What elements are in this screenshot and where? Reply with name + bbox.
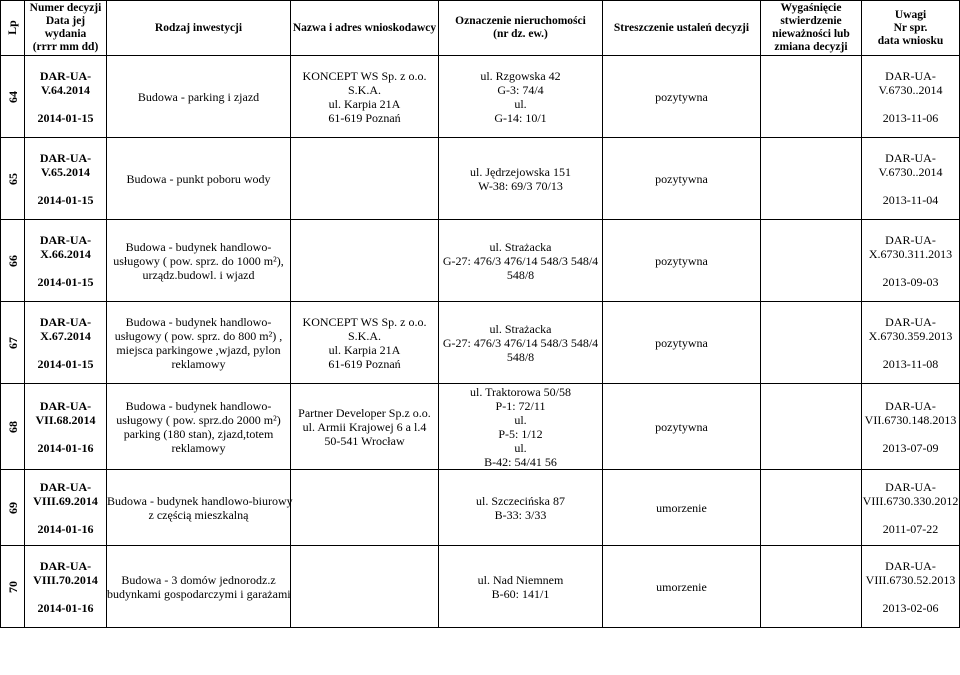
header-uwagi: Uwagi Nr spr. data wniosku <box>862 1 960 56</box>
cell-line: B-33: 3/33 <box>494 507 547 522</box>
table-body <box>1 56 960 628</box>
lp-cell <box>1 470 25 546</box>
property-cell <box>439 138 603 220</box>
cell-line: KONCEPT WS Sp. z o.o. <box>302 314 427 329</box>
cell-line: DAR-UA- <box>39 479 92 494</box>
decision-date: 2014-01-15 <box>37 274 94 289</box>
applicant-cell <box>291 138 439 220</box>
row-number: 64 <box>5 90 20 103</box>
property-cell <box>439 302 603 384</box>
remarks-cell <box>862 138 960 220</box>
request-date: 2013-11-08 <box>882 356 939 371</box>
cell-line: VIII.70.2014 <box>33 572 98 587</box>
header-wygasniecie: Wygaśnięcie stwierdzenie nieważności lub zmiana decyzji <box>761 1 862 56</box>
summary-cell: pozytywna <box>603 138 761 220</box>
cell-line: DAR-UA- <box>39 314 92 329</box>
spacer <box>25 97 106 111</box>
decision-number-cell <box>25 546 107 628</box>
investment-type-cell <box>107 220 291 302</box>
investment-type-cell <box>107 56 291 138</box>
header-rodzaj: Rodzaj inwestycji <box>107 1 291 56</box>
cell-line: usługowy ( pow. sprz. do 800 m²) , <box>114 328 283 343</box>
applicant-cell <box>291 302 439 384</box>
cell-line: B-42: 54/41 56 <box>484 454 557 469</box>
property-cell <box>439 220 603 302</box>
remarks-cell <box>862 470 960 546</box>
decision-number-cell <box>25 302 107 384</box>
expiry-cell <box>761 470 862 546</box>
cell-line: ul. Szczecińska 87 <box>476 493 565 508</box>
cell-line: W-38: 69/3 70/13 <box>478 178 563 193</box>
cell-line: ul. <box>514 440 527 455</box>
cell-line: V.65.2014 <box>40 164 91 179</box>
row-number: 66 <box>5 254 20 267</box>
cell-line: DAR-UA- <box>39 68 92 83</box>
cell-line: ul. Armii Krajowej 6 a l.4 <box>302 419 427 434</box>
property-cell <box>439 384 603 470</box>
table-row <box>1 384 960 470</box>
cell-line: X.6730.311.2013 <box>868 246 953 261</box>
cell-line: ul. Karpia 21A <box>328 342 401 357</box>
cell-line: G-14: 10/1 <box>494 110 547 125</box>
cell-line: VII.6730.148.2013 <box>864 412 957 427</box>
summary-cell: pozytywna <box>603 220 761 302</box>
cell-line: DAR-UA- <box>39 558 92 573</box>
decision-date: 2014-01-15 <box>37 356 94 371</box>
decision-number-cell <box>25 138 107 220</box>
summary-cell: pozytywna <box>603 384 761 470</box>
row-number: 70 <box>5 580 20 593</box>
investment-type-cell <box>107 384 291 470</box>
cell-line: DAR-UA- <box>885 68 936 83</box>
applicant-cell <box>291 220 439 302</box>
cell-line: Budowa - parking i zjazd <box>137 89 260 104</box>
expiry-cell <box>761 384 862 470</box>
request-date: 2013-02-06 <box>882 600 939 615</box>
spacer <box>25 508 106 522</box>
header-numer: Numer decyzji Data jej wydania (rrrr mm dd) <box>25 1 107 56</box>
cell-line: DAR-UA- <box>885 398 936 413</box>
cell-line: DAR-UA- <box>885 479 936 494</box>
cell-line: urządz.budowl. i wjazd <box>142 267 255 282</box>
cell-line: V.6730..2014 <box>878 164 943 179</box>
investment-type-cell <box>107 138 291 220</box>
lp-cell <box>1 384 25 470</box>
table-row <box>1 302 960 384</box>
cell-line: VIII.6730.52.2013 <box>865 572 956 587</box>
lp-cell <box>1 302 25 384</box>
expiry-cell <box>761 56 862 138</box>
cell-line: reklamowy <box>171 356 226 371</box>
applicant-cell <box>291 56 439 138</box>
property-cell <box>439 56 603 138</box>
remarks-cell <box>862 220 960 302</box>
cell-line: 50-541 Wrocław <box>324 433 405 448</box>
spacer <box>862 427 959 441</box>
table-row <box>1 138 960 220</box>
summary-cell: umorzenie <box>603 470 761 546</box>
remarks-cell <box>862 384 960 470</box>
row-number: 69 <box>5 501 20 514</box>
decision-number-cell <box>25 384 107 470</box>
cell-line: V.6730..2014 <box>878 82 943 97</box>
property-cell <box>439 470 603 546</box>
spacer <box>25 261 106 275</box>
cell-line: ul. <box>514 412 527 427</box>
remarks-cell <box>862 546 960 628</box>
cell-line: miejsca parkingowe ,wjazd, pylon <box>116 342 281 357</box>
cell-line: G-3: 74/4 <box>497 82 544 97</box>
spacer <box>25 427 106 441</box>
row-number: 67 <box>5 336 20 349</box>
row-number: 68 <box>5 420 20 433</box>
table-row <box>1 546 960 628</box>
cell-line: ul. <box>514 96 527 111</box>
header-streszczenie: Streszczenie ustaleń decyzji <box>603 1 761 56</box>
cell-line: VIII.69.2014 <box>33 493 98 508</box>
applicant-cell <box>291 384 439 470</box>
expiry-cell <box>761 138 862 220</box>
cell-line: S.K.A. <box>347 82 381 97</box>
request-date: 2013-11-06 <box>882 110 939 125</box>
applicant-cell <box>291 470 439 546</box>
cell-line: S.K.A. <box>347 328 381 343</box>
cell-line: P-5: 1/12 <box>498 426 543 441</box>
summary-cell: pozytywna <box>603 56 761 138</box>
spacer <box>862 179 959 193</box>
header-oznaczenie: Oznaczenie nieruchomości (nr dz. ew.) <box>439 1 603 56</box>
applicant-cell <box>291 546 439 628</box>
cell-line: Budowa - budynek handlowo-biurowy <box>107 493 293 508</box>
property-cell <box>439 546 603 628</box>
remarks-cell <box>862 302 960 384</box>
cell-line: DAR-UA- <box>885 314 936 329</box>
request-date: 2013-09-03 <box>882 274 939 289</box>
cell-line: usługowy ( pow. sprz.do 2000 m²) <box>116 412 281 427</box>
cell-line: B-60: 141/1 <box>491 586 550 601</box>
investment-type-cell <box>107 470 291 546</box>
cell-line: DAR-UA- <box>885 232 936 247</box>
cell-line: X.67.2014 <box>40 328 91 343</box>
cell-line: Partner Developer Sp.z o.o. <box>298 405 431 420</box>
cell-line: P-1: 72/11 <box>495 398 546 413</box>
cell-line: parking (180 stan), zjazd,totem <box>123 426 274 441</box>
cell-line: DAR-UA- <box>885 150 936 165</box>
table-row <box>1 470 960 546</box>
decision-date: 2014-01-16 <box>37 521 94 536</box>
spacer <box>862 261 959 275</box>
cell-line: reklamowy <box>171 440 226 455</box>
request-date: 2013-07-09 <box>882 440 939 455</box>
lp-cell <box>1 220 25 302</box>
cell-line: Budowa - budynek handlowo- <box>125 398 272 413</box>
cell-line: X.6730.359.2013 <box>868 328 953 343</box>
expiry-cell <box>761 302 862 384</box>
decision-date: 2014-01-16 <box>37 440 94 455</box>
expiry-cell <box>761 546 862 628</box>
remarks-cell <box>862 56 960 138</box>
table-row <box>1 56 960 138</box>
decision-date: 2014-01-16 <box>37 600 94 615</box>
cell-line: G-27: 476/3 476/14 548/3 548/4 <box>442 335 599 350</box>
cell-line: ul. Nad Niemnem <box>477 572 564 587</box>
spacer <box>25 343 106 357</box>
cell-line: DAR-UA- <box>39 150 92 165</box>
summary-cell: umorzenie <box>603 546 761 628</box>
cell-line: KONCEPT WS Sp. z o.o. <box>302 68 427 83</box>
cell-line: ul. Strażacka <box>489 321 552 336</box>
decision-date: 2014-01-15 <box>37 192 94 207</box>
header-row <box>1 1 960 56</box>
table-row <box>1 220 960 302</box>
cell-line: Budowa - budynek handlowo- <box>125 314 272 329</box>
lp-cell <box>1 138 25 220</box>
cell-line: Budowa - budynek handlowo- <box>125 239 272 254</box>
cell-line: 61-619 Poznań <box>328 356 401 371</box>
cell-line: DAR-UA- <box>39 398 92 413</box>
cell-line: ul. Karpia 21A <box>328 96 401 111</box>
cell-line: DAR-UA- <box>885 558 936 573</box>
request-date: 2011-07-22 <box>882 521 939 536</box>
cell-line: ul. Jędrzejowska 151 <box>470 164 571 179</box>
cell-line: V.64.2014 <box>40 82 91 97</box>
cell-line: G-27: 476/3 476/14 548/3 548/4 <box>442 253 599 268</box>
cell-line: usługowy ( pow. sprz. do 1000 m²), <box>113 253 284 268</box>
cell-line: VIII.6730.330.2012 <box>862 493 959 508</box>
summary-cell: pozytywna <box>603 302 761 384</box>
cell-line: ul. Traktorowa 50/58 <box>469 384 571 399</box>
investment-type-cell <box>107 302 291 384</box>
decision-date: 2014-01-15 <box>37 110 94 125</box>
decision-number-cell <box>25 220 107 302</box>
spacer <box>862 97 959 111</box>
cell-line: z częścią mieszkalną <box>148 507 249 522</box>
cell-line: ul. Rzgowska 42 <box>480 68 561 83</box>
spacer <box>25 587 106 601</box>
cell-line: Budowa - 3 domów jednorodz.z <box>121 572 276 587</box>
investment-type-cell <box>107 546 291 628</box>
cell-line: ul. Strażacka <box>489 239 552 254</box>
cell-line: Budowa - punkt poboru wody <box>126 171 271 186</box>
request-date: 2013-11-04 <box>882 192 939 207</box>
lp-cell <box>1 546 25 628</box>
decision-number-cell <box>25 56 107 138</box>
lp-cell <box>1 56 25 138</box>
spacer <box>862 587 959 601</box>
header-nazwa: Nazwa i adres wnioskodawcy <box>291 1 439 56</box>
cell-line: budynkami gospodarczymi i garażami <box>107 586 291 601</box>
row-number: 65 <box>5 172 20 185</box>
expiry-cell <box>761 220 862 302</box>
cell-line: VII.68.2014 <box>35 412 96 427</box>
cell-line: 61-619 Poznań <box>328 110 401 125</box>
cell-line: DAR-UA- <box>39 232 92 247</box>
cell-line: X.66.2014 <box>40 246 91 261</box>
spacer <box>25 179 106 193</box>
header-lp: Lp <box>1 1 25 56</box>
spacer <box>862 508 959 522</box>
decision-number-cell <box>25 470 107 546</box>
cell-line: 548/8 <box>506 267 535 282</box>
spacer <box>862 343 959 357</box>
cell-line: 548/8 <box>506 349 535 364</box>
